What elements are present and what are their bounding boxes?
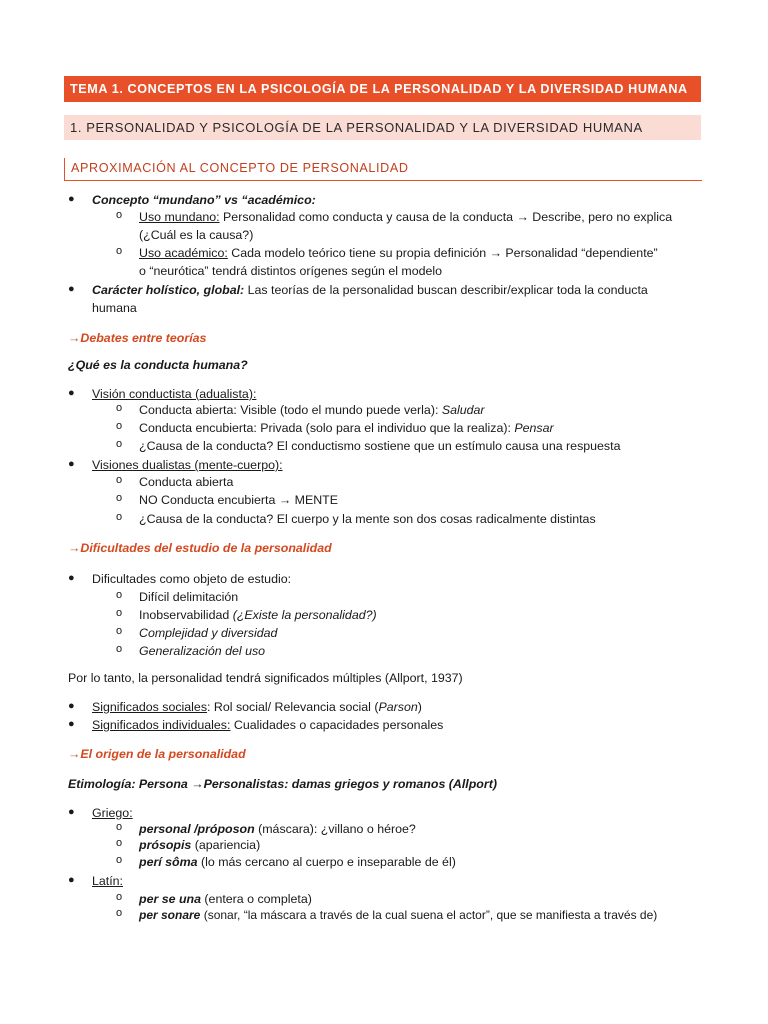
dificultades-heading: →Dificultades del estudio de la personalidad <box>68 541 332 555</box>
bullet: ● <box>68 387 75 399</box>
sub-bullet: o <box>116 821 123 833</box>
bullet: ● <box>68 193 75 205</box>
uso-academico-label: Uso académico: <box>139 246 228 260</box>
uso-mundano-text: Personalidad como conducta y causa de la conducta → Describe, pero no explica <box>219 210 673 224</box>
caracter-line <box>92 282 648 299</box>
uso-mundano-cont: (¿Cuál es la causa?) <box>139 228 254 242</box>
conductista-item2-text: Conducta encubierta: Privada (solo para el individuo que la realiza): <box>139 421 515 435</box>
uso-mundano-line <box>139 209 672 226</box>
sub-bullet: o <box>116 492 123 504</box>
conductista-item2-example: Pensar <box>514 421 554 435</box>
sub-bullet: o <box>116 474 123 486</box>
conductista-item1-text: Conducta abierta: Visible (todo el mundo puede verla): <box>139 403 442 417</box>
significados-individuales-text: Cualidades o capacidades personales <box>230 718 444 732</box>
significados-sociales-label: Significados sociales <box>92 700 208 714</box>
etimologia: Etimología: Persona →Personalistas: damas griegos y romanos (Allport) <box>68 777 497 791</box>
latin-item1 <box>139 891 312 908</box>
dificultades-item2-text: Inobservabilidad <box>139 608 233 622</box>
significados-individuales <box>92 717 443 734</box>
sub-bullet: o <box>116 607 123 619</box>
sub-bullet: o <box>116 643 123 655</box>
conductista-item2 <box>139 420 554 437</box>
griego-item3-text: (lo más cercano al cuerpo e inseparable de él) <box>197 855 456 869</box>
dificultades-item1: Difícil delimitación <box>139 590 239 604</box>
uso-mundano-label: Uso mundano: <box>139 210 220 224</box>
que-es-heading: ¿Qué es la conducta humana? <box>68 358 248 372</box>
dificultades-label: Dificultades como objeto de estudio: <box>92 572 292 586</box>
sub-bullet: o <box>116 837 123 849</box>
latin-item1-text: (entera o completa) <box>200 892 312 906</box>
latin-label: Latín: <box>92 874 124 888</box>
caracter-label: Carácter holístico, global: <box>92 283 245 297</box>
bullet: ● <box>68 700 75 712</box>
caracter-text: Las teorías de la personalidad buscan describir/explicar toda la conducta <box>244 283 648 297</box>
sub-bullet: o <box>116 891 123 903</box>
griego-item2-term: prósopis <box>139 838 192 852</box>
caracter-cont: humana <box>92 301 137 315</box>
uso-academico-cont: o “neurótica” tendrá distintos orígenes según el modelo <box>139 264 443 278</box>
conductista-item1-example: Saludar <box>441 403 485 417</box>
sub-bullet: o <box>116 589 123 601</box>
por-lo-tanto: Por lo tanto, la personalidad tendrá significados múltiples (Allport, 1937) <box>68 671 463 685</box>
significados-sociales <box>92 699 422 716</box>
dualistas-item3: ¿Causa de la conducta? El cuerpo y la mente son dos cosas radicalmente distintas <box>139 512 596 526</box>
significados-sociales-author: Parson <box>378 700 418 714</box>
sub-bullet: o <box>116 625 123 637</box>
origen-heading: →El origen de la personalidad <box>68 747 246 761</box>
bullet: ● <box>68 806 75 818</box>
griego-item2-text: (apariencia) <box>191 838 261 852</box>
conductista-item1 <box>139 402 485 419</box>
significados-sociales-end: ) <box>417 700 422 714</box>
subsection-title: APROXIMACIÓN AL CONCEPTO DE PERSONALIDAD <box>64 158 702 181</box>
griego-item2 <box>139 837 260 854</box>
tema-title: TEMA 1. CONCEPTOS EN LA PSICOLOGÍA DE LA PERSONALIDAD Y LA DIVERSIDAD HUMANA <box>64 76 701 102</box>
bullet: ● <box>68 874 75 886</box>
sub-bullet: o <box>116 438 123 450</box>
sub-bullet: o <box>116 854 123 866</box>
sub-bullet: o <box>116 907 123 919</box>
griego-item1-text: (máscara): ¿villano o héroe? <box>254 822 416 836</box>
sub-bullet: o <box>116 209 123 221</box>
dificultades-item2-note: (¿Existe la personalidad?) <box>232 608 377 622</box>
griego-item3 <box>139 854 456 871</box>
sub-bullet: o <box>116 420 123 432</box>
sub-bullet: o <box>116 402 123 414</box>
uso-academico-line <box>139 245 658 262</box>
dualistas-item2: NO Conducta encubierta → MENTE <box>139 493 339 507</box>
bullet: ● <box>68 283 75 295</box>
latin-item2-text: (sonar, “la máscara a través de la cual suena el actor”, que se manifiesta a través de) <box>200 908 658 922</box>
debates-heading: →Debates entre teorías <box>68 331 207 345</box>
concepto-label: Concepto “mundano” vs “académico: <box>92 193 316 207</box>
latin-item1-term: per se una <box>139 892 201 906</box>
bullet: ● <box>68 718 75 730</box>
significados-individuales-label: Significados individuales: <box>92 718 231 732</box>
griego-item1 <box>139 821 416 838</box>
latin-item2 <box>139 907 657 924</box>
conductista-label: Visión conductista (adualista): <box>92 387 257 401</box>
conductista-item3: ¿Causa de la conducta? El conductismo sostiene que un estímulo causa una respuesta <box>139 439 621 453</box>
dificultades-item2 <box>139 607 377 624</box>
bullet: ● <box>68 572 75 584</box>
bullet: ● <box>68 458 75 470</box>
dificultades-item3: Complejidad y diversidad <box>139 626 278 640</box>
griego-item1-term: personal /próposon <box>139 822 255 836</box>
griego-label: Griego: <box>92 806 133 820</box>
latin-item2-term: per sonare <box>139 908 201 922</box>
sub-bullet: o <box>116 511 123 523</box>
sub-bullet: o <box>116 245 123 257</box>
significados-sociales-text: : Rol social/ Relevancia social ( <box>207 700 379 714</box>
section-title: 1. PERSONALIDAD Y PSICOLOGÍA DE LA PERSONALIDAD Y LA DIVERSIDAD HUMANA <box>64 115 701 140</box>
dificultades-item4: Generalización del uso <box>139 644 266 658</box>
uso-academico-text: Cada modelo teórico tiene su propia definición → Personalidad “dependiente” <box>227 246 658 260</box>
dualistas-label: Visiones dualistas (mente-cuerpo): <box>92 458 283 472</box>
griego-item3-term: perí sôma <box>139 855 198 869</box>
dualistas-item1: Conducta abierta <box>139 475 234 489</box>
